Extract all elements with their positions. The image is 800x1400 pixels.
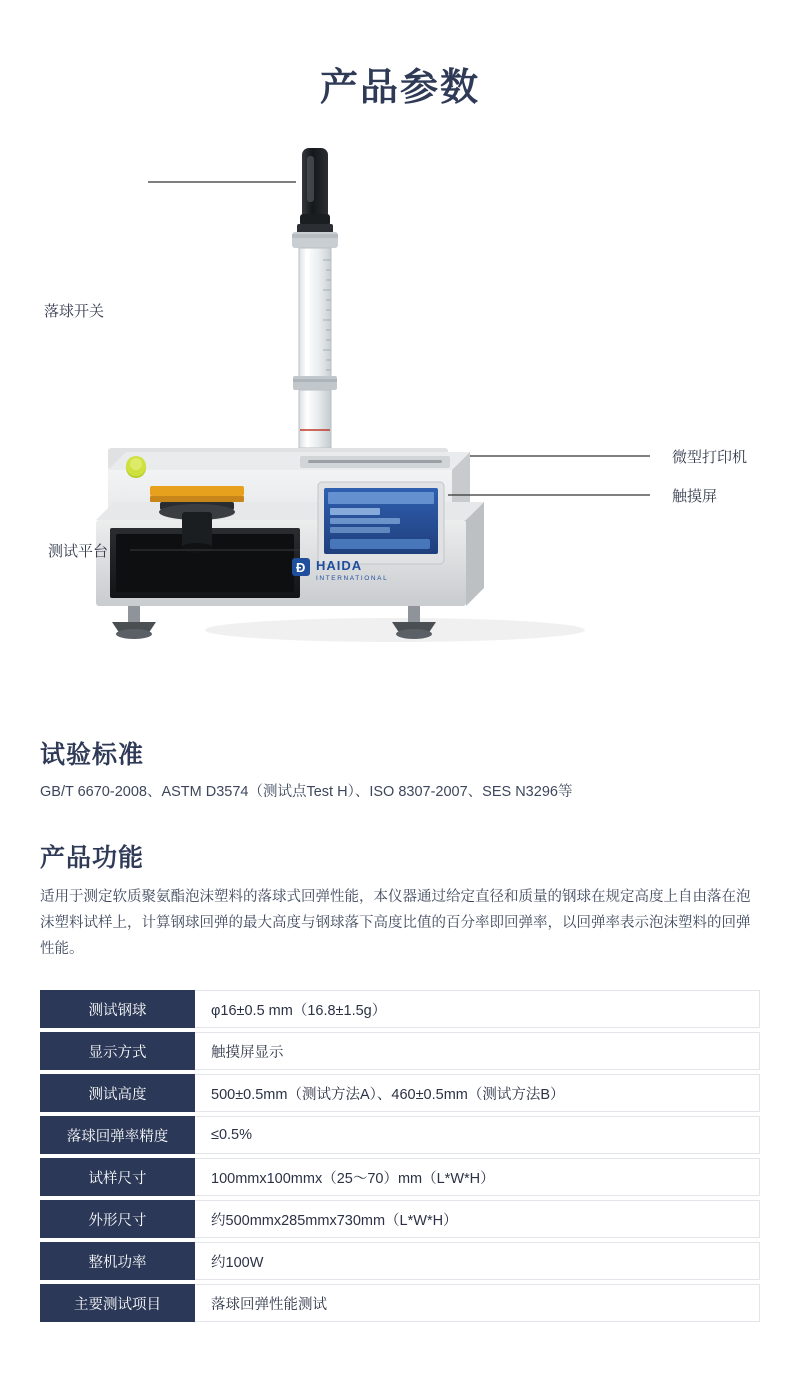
table-row (40, 1074, 760, 1112)
spec-key: 落球回弹率精度 (40, 1116, 195, 1154)
table-row (40, 1242, 760, 1280)
callout-touch-screen: 触摸屏 (672, 488, 718, 505)
page-title: 产品参数 (319, 67, 480, 109)
table-row (40, 1158, 760, 1196)
table-row (40, 1200, 760, 1238)
callout-micro-printer: 微型打印机 (672, 449, 748, 466)
standards-heading: 试验标准 (40, 741, 145, 769)
spec-table (40, 986, 760, 1326)
table-row (40, 1284, 760, 1322)
spec-table-body (40, 990, 760, 1322)
spec-value: ≤0.5% (195, 1116, 760, 1154)
spec-value: φ16±0.5 mm（16.8±1.5g） (195, 990, 760, 1028)
spec-key: 整机功率 (40, 1242, 195, 1280)
spec-key: 测试钢球 (40, 990, 195, 1028)
machine-illustration (0, 130, 800, 670)
spec-value: 触摸屏显示 (195, 1032, 760, 1070)
spec-key: 测试高度 (40, 1074, 195, 1112)
spec-key: 试样尺寸 (40, 1158, 195, 1196)
spec-key: 显示方式 (40, 1032, 195, 1070)
callout-test-platform: 测试平台 (48, 543, 109, 560)
table-row (40, 990, 760, 1028)
functions-heading: 产品功能 (40, 844, 145, 872)
svg-text:HAIDA: HAIDA (316, 558, 363, 573)
spec-key: 外形尺寸 (40, 1200, 195, 1238)
svg-text:Ð: Ð (296, 560, 306, 575)
callout-ball-drop-switch: 落球开关 (44, 303, 105, 320)
spec-value: 100mmx100mmx（25～70）mm（L*W*H） (195, 1158, 760, 1196)
svg-text:INTERNATIONAL: INTERNATIONAL (316, 575, 389, 582)
spec-value: 500±0.5mm（测试方法A）、460±0.5mm（测试方法B） (195, 1074, 760, 1112)
standards-text: GB/T 6670-2008、ASTM D3574（测试点Test H）、ISO 8307-2007、SES N3296等 (40, 784, 573, 800)
spec-value: 约500mmx285mmx730mm（L*W*H） (195, 1200, 760, 1238)
spec-value: 落球回弹性能测试 (195, 1284, 760, 1322)
table-row (40, 1032, 760, 1070)
spec-key: 主要测试项目 (40, 1284, 195, 1322)
spec-value: 约100W (195, 1242, 760, 1280)
functions-text: 适用于测定软质聚氨酯泡沫塑料的落球式回弹性能，本仪器通过给定直径和质量的钢球在规定高度上自由落在泡沫塑料试样上，计算钢球回弹的最大高度与钢球落下高度比值的百分率即回弹率，以回弹率表示泡沫塑料的回弹性能。 (40, 889, 751, 957)
table-row (40, 1116, 760, 1154)
product-image-area (0, 130, 800, 670)
